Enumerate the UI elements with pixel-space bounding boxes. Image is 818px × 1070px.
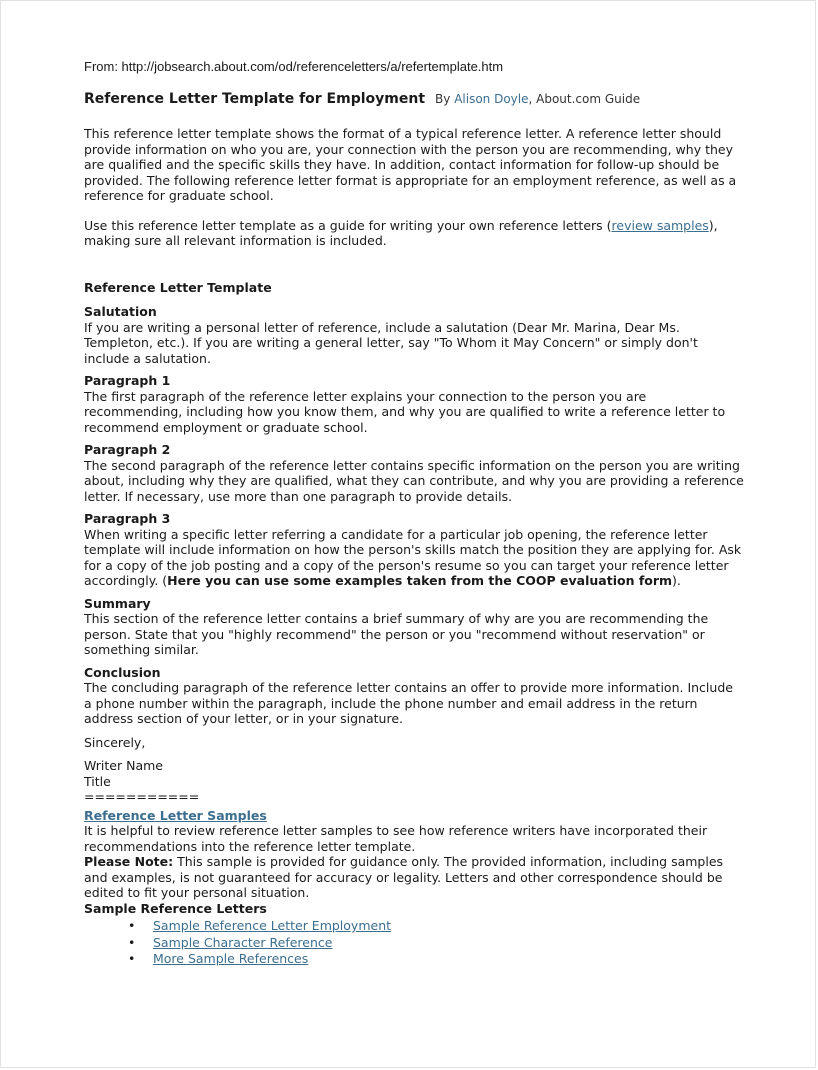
paragraph-3-bold: Here you can use some examples taken from the COOP evaluation form (167, 573, 673, 588)
paragraph-1-heading: Paragraph 1 (84, 373, 171, 388)
divider-line: =========== (84, 789, 200, 804)
byline-guide: , About.com Guide (528, 91, 641, 106)
paragraph-2-heading: Paragraph 2 (84, 442, 171, 457)
source-url-line: From: http://jobsearch.about.com/od/referenceletters/a/refertemplate.htm (84, 59, 504, 74)
list-item (84, 918, 744, 934)
intro-p2-before: Use this reference letter template as a guide for writing your own reference letters ( (84, 217, 612, 233)
intro-paragraph-2 (84, 218, 744, 249)
salutation-heading: Salutation (84, 304, 157, 319)
document-content (84, 59, 744, 968)
paragraph-3-heading: Paragraph 3 (84, 511, 171, 526)
paragraph-2-text: The second paragraph of the reference letter contains specific information on the person you are writing about, including why they are qualified, what they can contribute, and why you are providing a reference letter. If necessary, use more than one paragraph to provide details. (84, 457, 744, 504)
sample-letters-heading: Sample Reference Letters (84, 900, 267, 916)
bullet-icon: • (128, 934, 136, 950)
sample-links-list (84, 918, 744, 967)
please-note-label: Please Note: (84, 854, 174, 869)
please-note-text: This sample is provided for guidance only. The provided information, including samples and examples, is not guaranteed for accuracy or legality. Letters and other correspondence should be edited to fit your personal situation. (84, 854, 724, 900)
paragraph-3-text (84, 527, 744, 589)
more-samples-link[interactable]: More Sample References (153, 951, 309, 966)
byline (435, 92, 640, 106)
paragraph-2-section (84, 442, 744, 504)
conclusion-text: The concluding paragraph of the reference letter contains an offer to provide more information. Include a phone number within the paragraph, include the phone number and email address in the return address section of your letter, or in your signature. (84, 680, 733, 726)
review-samples-link[interactable]: review samples (611, 217, 709, 233)
bullet-icon: • (128, 918, 136, 933)
paragraph-1-text: The first paragraph of the reference letter explains your connection to the person you are recommending, including how you know them, and why you are qualified to write a reference letter to recommend employment or graduate school. (84, 388, 726, 435)
paragraph-1-section (84, 373, 744, 435)
summary-section (84, 596, 744, 658)
bullet-icon: • (128, 951, 136, 966)
summary-text: This section of the reference letter contains a brief summary of why are you are recommending the person. State that you "highly recommend" the person or you "recommend without reservation" or something similar. (84, 611, 709, 657)
page-title: Reference Letter Template for Employment (84, 90, 426, 107)
list-item (84, 935, 744, 951)
intro-p2-after: ), making sure all relevant information is included. (84, 217, 718, 248)
author-link[interactable]: Alison Doyle (454, 91, 529, 106)
reference-letter-samples-link[interactable]: Reference Letter Samples (84, 807, 267, 823)
intro-paragraph-1: This reference letter template shows the format of a typical reference letter. A reference letter should provide information on who you are, your connection with the person you are recommending, why they are qualified and the specific skills they have. In addition, contact information for follow-up should be provided. The following reference letter format is appropriate for an employment reference, as well as a reference for graduate school. (84, 126, 737, 203)
conclusion-section (84, 665, 744, 727)
paragraph-3-body: When writing a specific letter referring a candidate for a particular job opening, the reference letter template will include information on how the person's skills match the position they are applying for. Ask for a copy of the job posting and a copy of the person's resume so you can target your reference letter accordingly. ( (84, 526, 742, 588)
writer-title: Title (84, 773, 111, 789)
please-note (84, 854, 744, 901)
salutation-text: If you are writing a personal letter of reference, include a salutation (Dear Mr. Marina, Dear Ms. Templeton, etc.). If you are writing a general letter, say "To Whom it May Concern" or simply don't include a salutation. (84, 319, 698, 366)
list-item (84, 951, 744, 967)
summary-heading: Summary (84, 595, 151, 611)
sample-character-link[interactable]: Sample Character Reference (153, 934, 333, 950)
samples-intro-text: It is helpful to review reference letter samples to see how reference writers have incorporated their recommendations into the reference letter template. (84, 823, 708, 854)
template-heading: Reference Letter Template (84, 279, 272, 295)
paragraph-3-end: ). (672, 573, 681, 588)
writer-name: Writer Name (84, 758, 163, 773)
closing-sincerely: Sincerely, (84, 734, 146, 750)
paragraph-3-section (84, 511, 744, 589)
title-row (84, 91, 744, 108)
salutation-section (84, 304, 744, 366)
byline-by: By (435, 91, 451, 106)
conclusion-heading: Conclusion (84, 664, 161, 680)
sample-employment-link[interactable]: Sample Reference Letter Employment (153, 918, 392, 933)
